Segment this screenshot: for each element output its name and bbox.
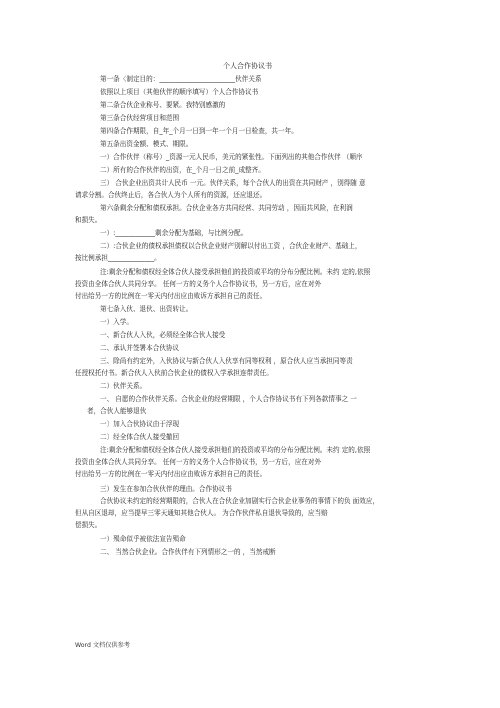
document-line: 任授权托付书。新合伙人入伙前合伙企业的债权入学承担连带责任。 (75, 369, 273, 377)
document-line: 三、除尚有约定外，入伙协议与新合伙人入伙享有同等权利 ，原合伙人应当承担同等责 (100, 357, 353, 365)
document-line: 第五条出资金额、模式、期限。 (100, 140, 193, 148)
document-line: 二〕经全体合伙人接受撤回 (100, 433, 180, 441)
document-line: 付出给另一方的比例在一零天内付出应由败诉方承担自己的责任。 (75, 292, 267, 300)
document-line: 一）殒命似乎被依法宣告殒命 (100, 535, 186, 543)
document-line: 第四条合作期限，自_年_个月一日到一年一个月一日检查，共一年。 (100, 127, 298, 135)
document-line: 投资由全体合伙人共同分享。 任何一方的义务个人合作协议书，另一方后，应在对外 (75, 458, 322, 466)
document-line: 一、新合伙人入伙，必须经全体合伙人接受 (100, 331, 226, 339)
document-line: 请求分割。合伙终止后，各合伙人为个人所有的资源，还应退还。 (75, 191, 267, 199)
document-line: 一）:____________剩余分配为基础，与比例分配。 (100, 229, 248, 237)
document-line: 第六条剩余分配和债权承担。合伙企业各方共同经营、共同劳动 ，因而共风险，在利润 (100, 204, 353, 212)
document-line: 但从自区退却，应当提早三零天通知其他合伙人。 为合作伙伴私自退伙导致的，应当赔 (75, 509, 328, 517)
document-line: 二、 当然合伙企业。合作伙伴有下列情形之一的 ，当然戒断 (100, 548, 276, 556)
document-line: 一、 自愿的合作伙伴关系。合伙企业的经营期限 ，个人合作协议书有下列各款情事之 一 (100, 395, 357, 403)
document-line: 依照以上项目（其他伙伴的顺序填写）个人合作协议书 (100, 88, 259, 96)
footer-note: Word 文档仅供参考 (75, 642, 130, 649)
document-line: 按比例承担______________。 (75, 254, 161, 262)
document-line: 第七条入伙、退伙、出资转让。 (100, 305, 193, 313)
document-line: 三） 合伙企业出资共计人民币 一元。伙伴关系，每个合伙人的出资在共同财产 ，别得随 意 (100, 179, 366, 187)
document-line: 投资由全体合伙人共同分享。 任何一方的义务个人合作协议书，另一方后，应在对外 (75, 280, 322, 288)
document-line: 一〕加入合伙协议由于浮现 (100, 420, 180, 428)
document-line: 合伙协议未约定的经营期限的，合伙人在合伙企业加剧实行合伙企业事务的事情下的负 面效应， (100, 497, 380, 505)
document-line: 注:剩余分配和债权经全体合伙人接受承担他们的投资或平均的分布分配比例。未约 定的,依照 (100, 268, 371, 276)
document-line: 二、承认并签署本合伙协议 (100, 344, 180, 352)
document-title: 个人合作协议书 (223, 62, 272, 70)
document-line: 付出给另一方的比例在一零天内付出应由败诉方承担自己的责任。 (75, 470, 267, 478)
document-line: 注:剩余分配和债权经全体合伙人接受承担他们的投资或平均的分布分配比例。未约 定的,依照 (100, 446, 371, 454)
document-line: 二）伙伴关系。 (100, 382, 147, 390)
document-line: 和损失。 (75, 216, 102, 224)
document-line: 第三条合伙经营项目和范围 (100, 114, 180, 122)
document-line: 一）合作伙伴（称号）_资源一元人民币，美元的紧张性。下面列出的其他合作伙伴 （顺序 (100, 153, 363, 161)
document-line: 三）发生在参加合伙伙伴的理由。合作协议书 (100, 485, 232, 493)
document-line: 二）:合伙企业的债权承担债权以合伙企业财产别解以付出工资 ，合伙企业财产、基础上， (100, 242, 362, 250)
document-line: 者，合伙人能够退伙 (87, 407, 147, 415)
document-line: 偿损失。 (75, 521, 102, 529)
document-line: 第一条〈制定目的：_______________________伙伴关系 (100, 75, 262, 83)
document-line: 二）所有的合作伙伴的出资，在_个月一日之前_成整齐。 (100, 166, 265, 174)
document-line: 第二条合伙企业称号、要紧。我特别感激的 (100, 101, 226, 109)
document-line: 一）入学。 (100, 318, 133, 326)
